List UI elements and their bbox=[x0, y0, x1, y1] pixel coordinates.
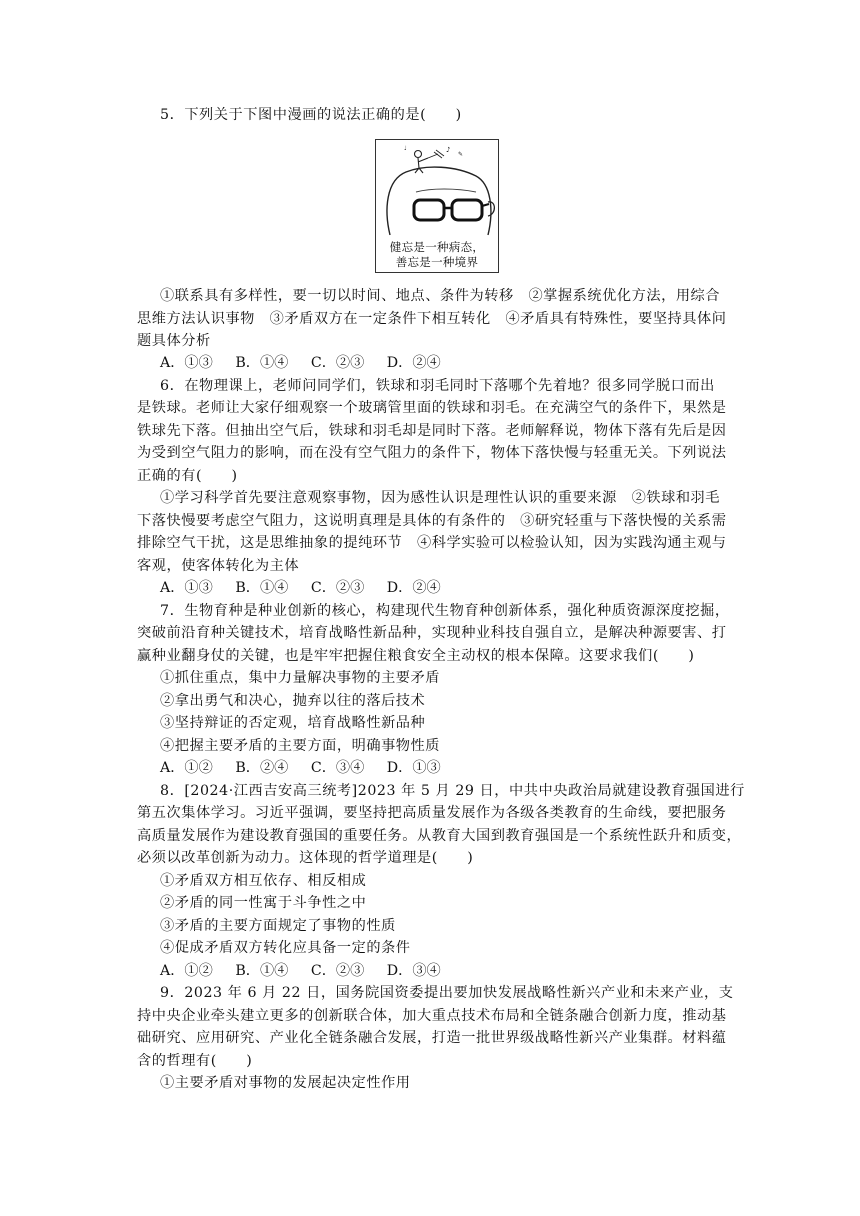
svg-text:✎: ✎ bbox=[458, 151, 464, 158]
cartoon-caption-line1: 健忘是一种病态， bbox=[389, 240, 485, 254]
q7-stem-line: 赢种业翻身仗的关键，也是牢牢把握住粮食安全主动权的根本保障。这要求我们( ) bbox=[137, 648, 695, 664]
option-c: C．②③ bbox=[310, 355, 365, 371]
q5-statement-line: 题具体分析 bbox=[137, 333, 211, 349]
option-d: D．②④ bbox=[386, 580, 441, 596]
option-a: A．①③ bbox=[160, 580, 213, 596]
q6-stem-line: 是铁球。老师让大家仔细观察一个玻璃管里面的铁球和羽毛。在充满空气的条件下，果然是 bbox=[137, 400, 727, 416]
q8-statement: ④促成矛盾双方转化应具备一定的条件 bbox=[160, 940, 411, 956]
option-d: D．②④ bbox=[386, 355, 441, 371]
q7-stem-line: 突破前沿育种关键技术，培育战略性新品种，实现种业科技自强自立，是解决种源要害、打 bbox=[137, 625, 727, 641]
q5-statement-line: 思维方法认识事物 ③矛盾双方在一定条件下相互转化 ④矛盾具有特殊性，要坚持具体问 bbox=[137, 311, 727, 327]
q8-options bbox=[160, 960, 459, 982]
cartoon-image bbox=[375, 139, 499, 273]
q8-stem-line: 必须以改革创新为动力。这体现的哲学道理是( ) bbox=[137, 850, 474, 866]
q7-statement: ③坚持辩证的否定观，培育战略性新品种 bbox=[160, 715, 426, 731]
q7-options bbox=[160, 757, 459, 779]
q6-statement-line: ①学习科学首先要注意观察事物，因为感性认识是理性认识的重要来源 ②铁球和羽毛 bbox=[160, 490, 721, 506]
q6-statement-line: 排除空气干扰，这是思维抽象的提纯环节 ④科学实验可以检验认知，因为实践沟通主观与 bbox=[137, 535, 727, 551]
q6-stem-line: 6．在物理课上，老师问同学们，铁球和羽毛同时下落哪个先着地？很多同学脱口而出 bbox=[160, 378, 715, 394]
option-c: C．②③ bbox=[310, 580, 365, 596]
q8-stem-line: 第五次集体学习。习近平强调，要坚持把高质量发展作为各级各类教育的生命线，要把服务 bbox=[137, 805, 727, 821]
option-b: B．①④ bbox=[235, 355, 289, 371]
q7-statement: ④把握主要矛盾的主要方面，明确事物性质 bbox=[160, 738, 441, 754]
q6-stem-line: 正确的有( ) bbox=[137, 468, 238, 484]
q6-options bbox=[160, 577, 459, 599]
q5-stem: 5．下列关于下图中漫画的说法正确的是( ) bbox=[160, 107, 462, 123]
q7-stem-line: 7．生物育种是种业创新的核心，构建现代生物育种创新体系，强化种质资源深度挖掘， bbox=[160, 603, 730, 619]
cartoon-caption-line2: 善忘是一种境界 bbox=[395, 255, 479, 269]
option-a: A．①② bbox=[160, 760, 213, 776]
q5-options bbox=[160, 352, 459, 374]
q9-stem-line: 9．2023 年 6 月 22 日，国务院国资委提出要加快发展战略性新兴产业和未来产业，支 bbox=[160, 985, 734, 1001]
svg-text:♪: ♪ bbox=[446, 146, 451, 154]
q8-statement: ①矛盾双方相互依存、相反相成 bbox=[160, 873, 367, 889]
q9-statement: ①主要矛盾对事物的发展起决定性作用 bbox=[160, 1075, 411, 1091]
q6-statement-line: 客观，使客体转化为主体 bbox=[137, 558, 300, 574]
q8-statement: ③矛盾的主要方面规定了事物的性质 bbox=[160, 918, 396, 934]
q8-statement: ②矛盾的同一性寓于斗争性之中 bbox=[160, 895, 367, 911]
q8-stem-line: 高质量发展作为建设教育强国的重要任务。从教育大国到教育强国是一个系统性跃升和质变， bbox=[137, 828, 742, 844]
q8-stem-line: 8．[2024·江西吉安高三统考]2023 年 5 月 29 日，中共中央政治局就建设教育强国进行 bbox=[160, 783, 745, 799]
option-a: A．①② bbox=[160, 963, 213, 979]
option-c: C．②③ bbox=[310, 963, 365, 979]
q9-stem-line: 含的哲理有( ) bbox=[137, 1053, 253, 1069]
option-d: D．①③ bbox=[386, 760, 441, 776]
q6-statement-line: 下落快慢要考虑空气阻力，这说明真理是具体的有条件的 ③研究轻重与下落快慢的关系需 bbox=[137, 513, 727, 529]
q6-stem-line: 为受到空气阻力的影响，而在没有空气阻力的条件下，物体下落快慢与轻重无关。下列说法 bbox=[137, 445, 727, 461]
svg-text:♩: ♩ bbox=[404, 145, 407, 152]
q9-stem-line: 础研究、应用研究、产业化全链条融合发展，打造一批世界级战略性新兴产业集群。材料蕴 bbox=[137, 1030, 727, 1046]
option-b: B．①④ bbox=[235, 963, 289, 979]
option-b: B．①④ bbox=[235, 580, 289, 596]
q7-statement: ②拿出勇气和决心，抛弃以往的落后技术 bbox=[160, 693, 426, 709]
option-b: B．②④ bbox=[235, 760, 289, 776]
q7-statement: ①抓住重点，集中力量解决事物的主要矛盾 bbox=[160, 670, 441, 686]
option-d: D．③④ bbox=[386, 963, 441, 979]
q9-stem-line: 持中央企业牵头建立更多的创新联合体，加大重点技术布局和全链条融合创新力度，推动基 bbox=[137, 1008, 727, 1024]
option-c: C．③④ bbox=[310, 760, 365, 776]
cartoon-drawing bbox=[376, 140, 498, 240]
option-a: A．①③ bbox=[160, 355, 213, 371]
q5-statement-line: ①联系具有多样性，要一切以时间、地点、条件为转移 ②掌握系统优化方法，用综合 bbox=[160, 288, 721, 304]
q6-stem-line: 铁球先下落。但抽出空气后，铁球和羽毛却是同时下落。老师解释说，物体下落有先后是因 bbox=[137, 423, 727, 439]
